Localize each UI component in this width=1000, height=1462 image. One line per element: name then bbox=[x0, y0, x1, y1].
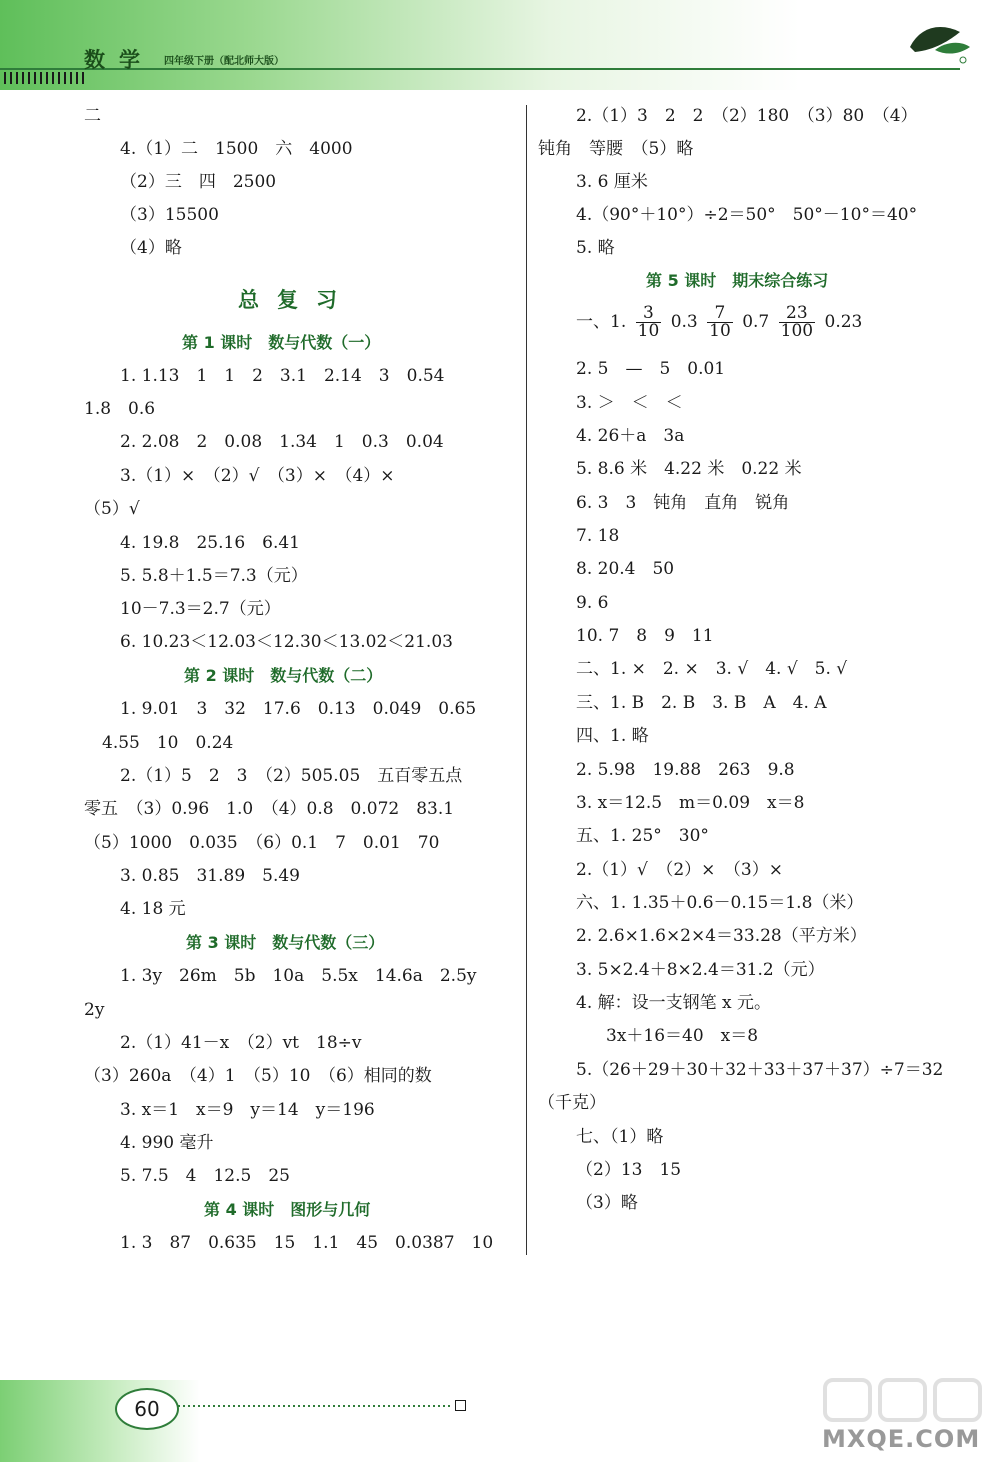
answer-line-fractions bbox=[576, 302, 862, 342]
answer-line: 8. 20.4 50 bbox=[576, 559, 675, 579]
answer-line: 3. ＞ ＜ ＜ bbox=[576, 393, 683, 413]
answer-line: 1. 3 87 0.635 15 1.1 45 0.0387 10 bbox=[120, 1233, 494, 1253]
answer-line: 2.（1）41－x （2）vt 18÷v bbox=[120, 1033, 362, 1053]
subject-title: 数学 bbox=[84, 48, 154, 72]
answer-line: 2. 5.98 19.88 263 9.8 bbox=[576, 760, 795, 780]
watermark-text: MXQE.COM bbox=[822, 1425, 981, 1453]
section-title: 第 5 课时 期末综合练习 bbox=[646, 271, 829, 290]
answer-line: 2y bbox=[84, 1000, 105, 1020]
answer-line: （千克） bbox=[538, 1093, 606, 1113]
answer-line: 4. 解：设一支钢笔 x 元。 bbox=[576, 993, 772, 1013]
answer-line: 1. 1.13 1 1 2 3.1 2.14 3 0.54 bbox=[120, 366, 445, 386]
grade-label: 四年级下册（配北师大版） bbox=[164, 56, 284, 67]
answer-line: 2.（1）5 2 3 （2）505.05 五百零五点 bbox=[120, 766, 463, 786]
fraction: $\frac{7}{10}$ bbox=[709, 303, 731, 341]
answer-line: 5. 5.8＋1.5＝7.3（元） bbox=[120, 566, 308, 586]
answer-line: 零五 （3）0.96 1.0 （4）0.8 0.072 83.1 bbox=[84, 799, 455, 819]
answer-line: 3.（1）× （2）√ （3）× （4）× bbox=[120, 466, 395, 486]
answer-line: 5. 7.5 4 12.5 25 bbox=[120, 1166, 290, 1186]
chapter-title: 总复习 bbox=[238, 288, 355, 312]
answer-line: 2.（1）√ （2）× （3）× bbox=[576, 860, 783, 880]
answer-line: 2. 2.6×1.6×2×4＝33.28（平方米） bbox=[576, 926, 867, 946]
answer-line: 3. x＝12.5 m＝0.09 x＝8 bbox=[576, 793, 805, 813]
answer-line: 七、（1）略 bbox=[576, 1127, 664, 1147]
answer-line: （5）√ bbox=[84, 499, 140, 519]
answer-line: 5. 略 bbox=[576, 238, 615, 258]
answer-line: 3. 5×2.4＋8×2.4＝31.2（元） bbox=[576, 960, 825, 980]
barcode-strip bbox=[4, 72, 84, 84]
answer-line: （2）13 15 bbox=[576, 1160, 682, 1180]
answer-line: 钝角 等腰 （5）略 bbox=[538, 139, 694, 159]
answer-line: 4. 19.8 25.16 6.41 bbox=[120, 533, 300, 553]
answer-line: （3）260a （4）1 （5）10 （6）相同的数 bbox=[84, 1066, 432, 1086]
answer-line: （3）略 bbox=[576, 1193, 638, 1213]
dotted-rule bbox=[178, 1405, 453, 1407]
answer-line: 4. 18 元 bbox=[120, 899, 186, 919]
section-title: 第 4 课时 图形与几何 bbox=[204, 1200, 371, 1219]
answer-line: （4）略 bbox=[120, 238, 182, 258]
answer-line: 4. 990 毫升 bbox=[120, 1133, 214, 1153]
answer-line: （2）三 四 2500 bbox=[120, 172, 277, 192]
answer-line: 4. 26＋a 3a bbox=[576, 426, 685, 446]
square-bullet-icon bbox=[455, 1400, 466, 1411]
answer-line: 六、1. 1.35＋0.6－0.15＝1.8（米） bbox=[576, 893, 864, 913]
answer-line: 2. 2.08 2 0.08 1.34 1 0.3 0.04 bbox=[120, 432, 444, 452]
answer-line: 9. 6 bbox=[576, 593, 609, 613]
answer-line: 3x＋16＝40 x＝8 bbox=[606, 1026, 759, 1046]
answer-line: 3. x＝1 x＝9 y＝14 y＝196 bbox=[120, 1100, 375, 1120]
answer-line: 3. 6 厘米 bbox=[576, 172, 648, 192]
answer-line: 4.55 10 0.24 bbox=[102, 733, 234, 753]
answer-line: 三、1. B 2. B 3. B A 4. A bbox=[576, 693, 827, 713]
answer-line: 1.8 0.6 bbox=[84, 399, 156, 419]
section-title: 第 3 课时 数与代数（三） bbox=[186, 933, 385, 952]
page-number: 60 bbox=[115, 1388, 179, 1430]
fraction: $\frac{3}{10}$ bbox=[637, 303, 660, 341]
fraction: $\frac{23}{100}$ bbox=[780, 303, 814, 341]
answer-line: 2. 5 — 5 0.01 bbox=[576, 359, 726, 379]
answer-prefix: 一、1. bbox=[576, 312, 627, 332]
section-title: 第 2 课时 数与代数（二） bbox=[184, 666, 383, 685]
answer-line: （3）15500 bbox=[120, 205, 219, 225]
answer-value: 0.7 bbox=[742, 312, 770, 332]
answer-line: 二 bbox=[84, 106, 101, 126]
answer-line: 6. 3 3 钝角 直角 锐角 bbox=[576, 493, 790, 513]
answer-line: 4.（90°＋10°）÷2＝50° 50°－10°＝40° bbox=[576, 205, 918, 225]
answer-line: 10－7.3＝2.7（元） bbox=[120, 599, 281, 619]
answer-line: 7. 18 bbox=[576, 526, 620, 546]
column-divider bbox=[526, 105, 527, 1255]
answer-line: （5）1000 0.035 （6）0.1 7 0.01 70 bbox=[84, 833, 440, 853]
answer-line: 四、1. 略 bbox=[576, 726, 649, 746]
leaf-logo-icon bbox=[905, 12, 975, 72]
answer-line: 1. 9.01 3 32 17.6 0.13 0.049 0.65 bbox=[120, 699, 477, 719]
answer-line: 1. 3y 26m 5b 10a 5.5x 14.6a 2.5y bbox=[120, 966, 477, 986]
answer-value: 0.3 bbox=[670, 312, 698, 332]
answer-line: 二、1. × 2. × 3. √ 4. √ 5. √ bbox=[576, 659, 848, 679]
answer-line: 10. 7 8 9 11 bbox=[576, 626, 714, 646]
answer-line: 2.（1）3 2 2 （2）180 （3）80 （4） bbox=[576, 106, 918, 126]
answer-line: 五、1. 25° 30° bbox=[576, 826, 709, 846]
answer-line: 4.（1）二 1500 六 4000 bbox=[120, 139, 353, 159]
answer-line: 6. 10.23＜12.03＜12.30＜13.02＜21.03 bbox=[120, 632, 453, 652]
answer-line: 3. 0.85 31.89 5.49 bbox=[120, 866, 300, 886]
answer-line: 5.（26＋29＋30＋32＋33＋37＋37）÷7＝32 bbox=[576, 1060, 944, 1080]
answer-line: 5. 8.6 米 4.22 米 0.22 米 bbox=[576, 459, 802, 479]
answer-value: 0.23 bbox=[824, 312, 863, 332]
section-title: 第 1 课时 数与代数（一） bbox=[182, 333, 381, 352]
